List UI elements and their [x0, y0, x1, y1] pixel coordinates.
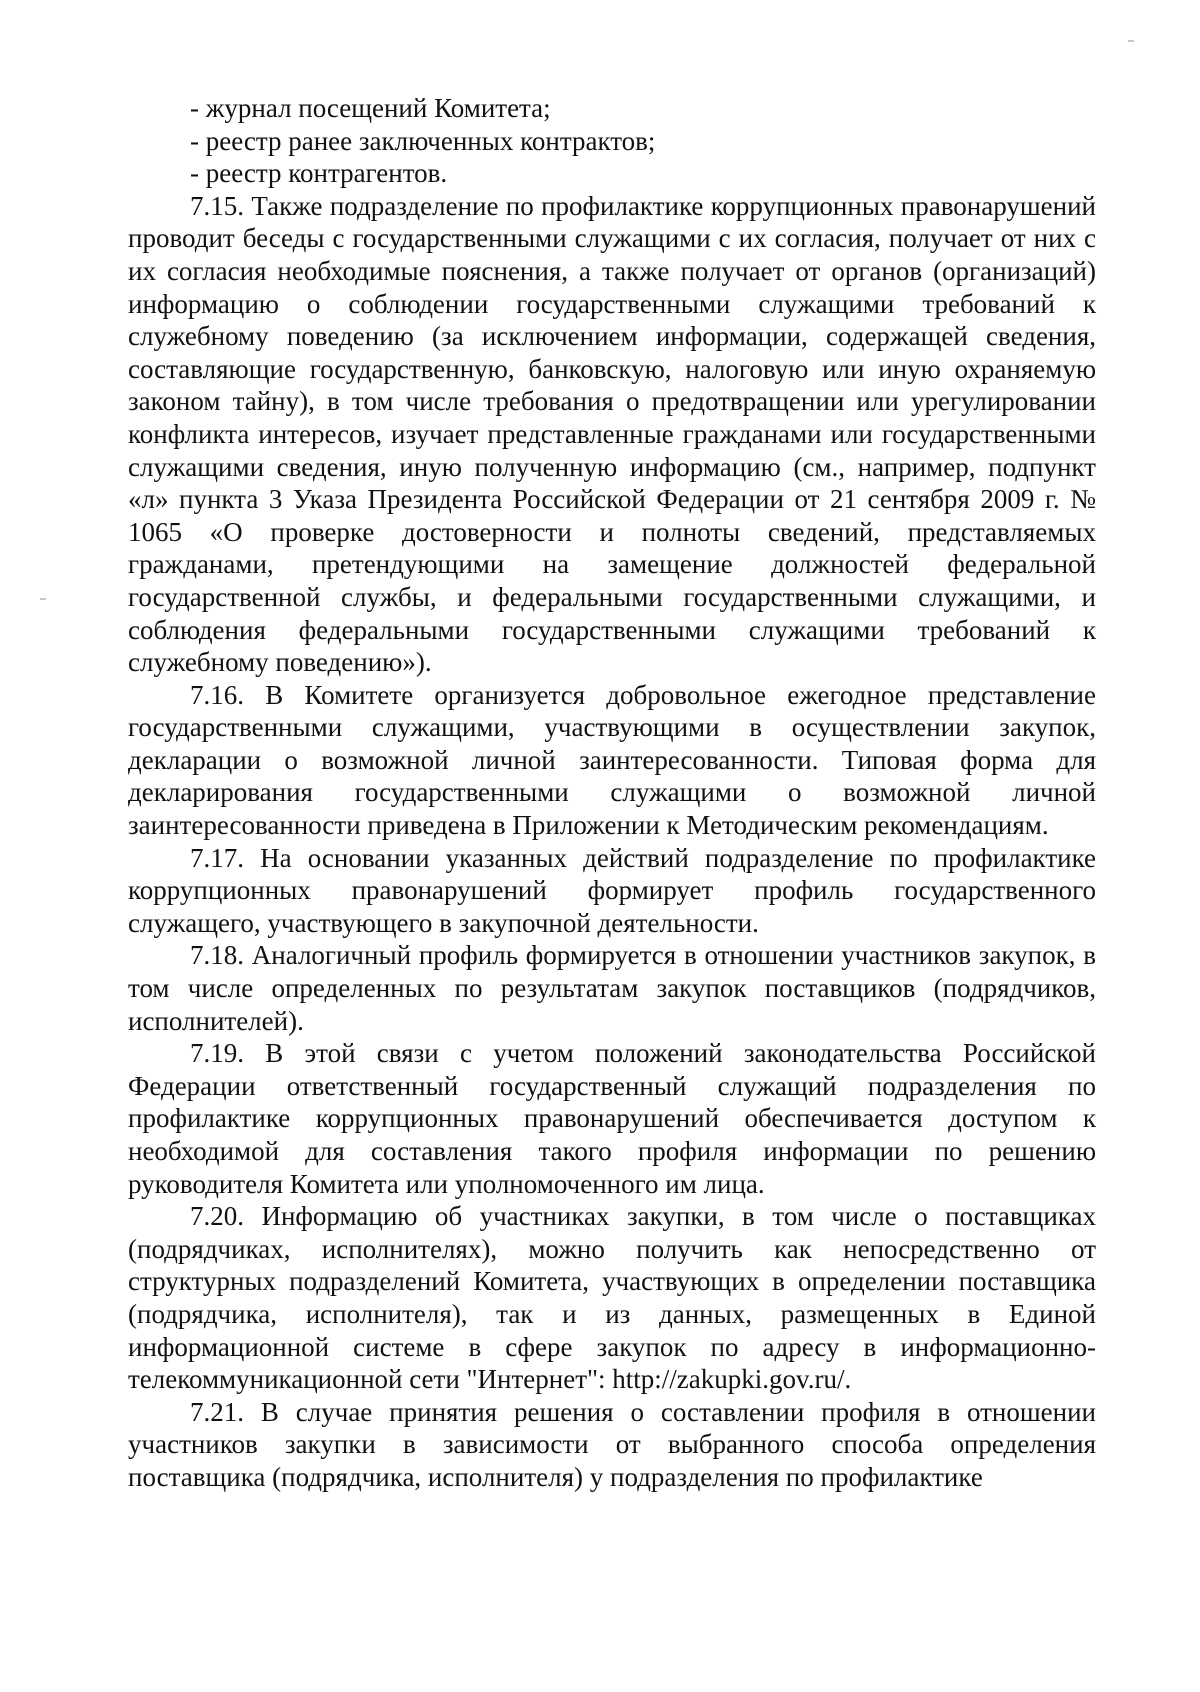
list-item-visit-log: - журнал посещений Комитета; — [190, 93, 551, 123]
paragraph-7-15: 7.15. Также подразделение по профилактике коррупционных правонарушений проводит беседы с государственными служащими с их согласия, получает от них с их согласия необходимые пояснения, а также получает от органов (организаций) информацию о соблюдении государственными служащими требований к служебному поведению (за исключением информации, содержащей сведения, составляющие государственную, банковскую, налоговую или иную охраняемую законом тайну), в том числе требования о предотвращении или урегулировании конфликта интересов, изучает представленные гражданами или государственными служащими сведения, иную полученную информацию (см., например, подпункт «л» пункта 3 Указа Президента Российской Федерации от 21 сентября 2009 г. № 1065 «О проверке достоверности и полноты сведений, представляемых гражданами, претендующими на замещение должностей федеральной государственной службы, и федеральными государственными служащими, и соблюдения федеральными государственными служащими требований к служебному поведению»). — [128, 190, 1096, 678]
scan-speck-right — [1128, 40, 1134, 42]
list-item-contracts-registry: - реестр ранее заключенных контрактов; — [190, 125, 656, 156]
document-page — [128, 92, 1096, 1494]
scan-speck-left — [40, 598, 46, 600]
paragraph-7-20: 7.20. Информацию об участниках закупки, в том числе о поставщиках (подрядчиках, исполнителях), можно получить как непосредственно от структурных подразделений Комитета, участвующих в определении поставщика (подрядчика, исполнителя), так и из данных, размещенных в Единой информационной системе в сфере закупок по адресу в информационно-телекоммуникационной сети "Интернет": http://zakupki.gov.ru/. — [128, 1201, 1096, 1395]
paragraph-7-19: 7.19. В этой связи с учетом положений законодательства Российской Федерации ответственный государственный служащий подразделения по профилактике коррупционных правонарушений обеспечивается доступом к необходимой для составления такого профиля информации по решению руководителя Комитета или уполномоченного им лица. — [128, 1038, 1096, 1199]
paragraph-7-18: 7.18. Аналогичный профиль формируется в отношении участников закупок, в том числе определенных по результатам закупок поставщиков (подрядчиков, исполнителей). — [128, 940, 1096, 1036]
list-item-counterparties-registry: - реестр контрагентов. — [190, 158, 448, 189]
paragraph-7-21: 7.21. В случае принятия решения о составлении профиля в отношении участников закупки в зависимости от выбранного способа определения поставщика (подрядчика, исполнителя) у подразделения по профилактике — [128, 1396, 1096, 1492]
paragraph-7-17: 7.17. На основании указанных действий подразделение по профилактике коррупционных правонарушений формирует профиль государственного служащего, участвующего в закупочной деятельности. — [128, 842, 1096, 938]
paragraph-7-16: 7.16. В Комитете организуется добровольное ежегодное представление государственными служащими, участвующими в осуществлении закупок, декларации о возможной личной заинтересованности. Типовая форма для декларирования государственными служащими о возможной личной заинтересованности приведена в Приложении к Методическим рекомендациям. — [128, 679, 1096, 841]
